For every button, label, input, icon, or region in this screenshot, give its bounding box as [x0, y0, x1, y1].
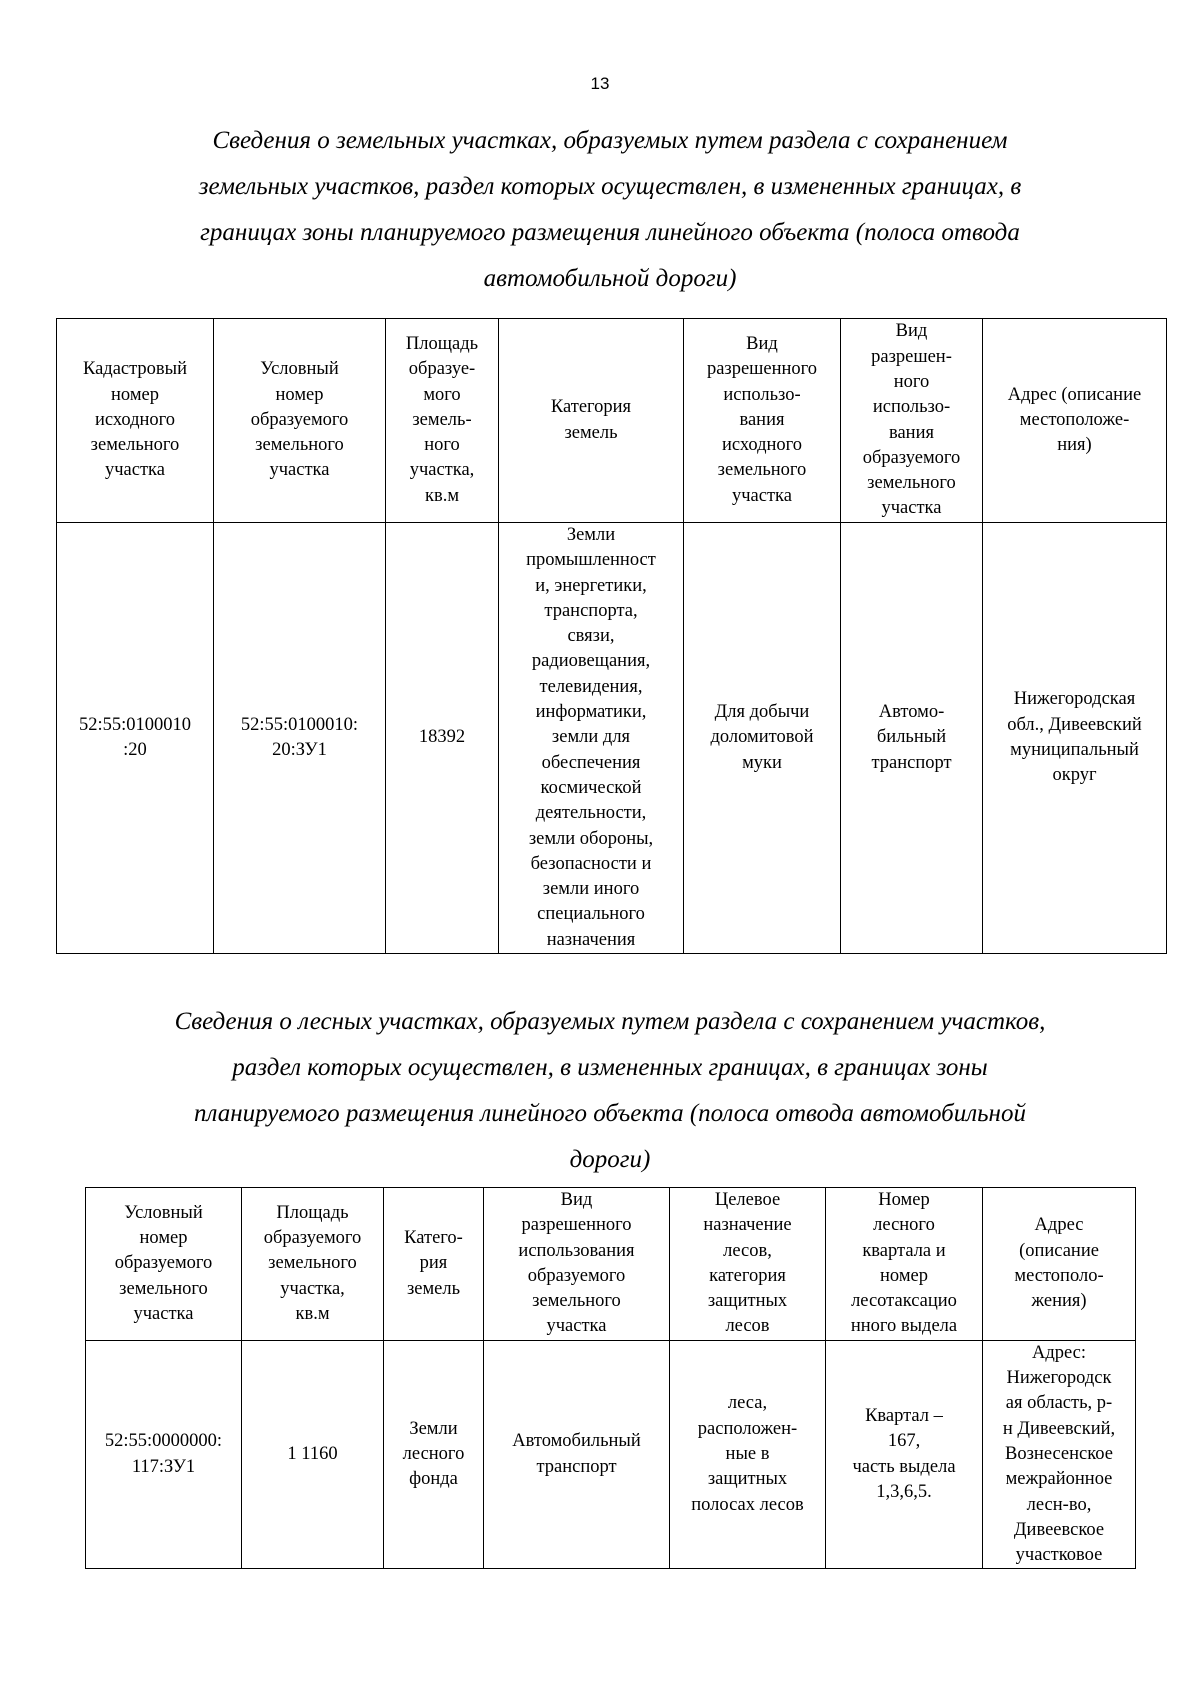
header-area: Площадь образуемого земельного участка, кв.м	[242, 1188, 384, 1341]
header-land-category: Категория земель	[499, 319, 684, 523]
section1-title	[60, 118, 1160, 302]
header-address: Адрес (описание местополо- жения)	[983, 1188, 1136, 1341]
header-permitted-use: Вид разрешенного использования образуемого земельного участка	[484, 1188, 670, 1341]
table-row	[57, 523, 1167, 954]
header-land-category: Катего- рия земель	[384, 1188, 484, 1341]
land-plots-table	[56, 318, 1167, 954]
header-area: Площадь образуе- мого земель- ного участка, кв.м	[386, 319, 499, 523]
forest-plots-table	[85, 1187, 1136, 1569]
header-address: Адрес (описание местоположе- ния)	[983, 319, 1167, 523]
cell-source-permitted-use: Для добычи доломитовой муки	[684, 523, 841, 954]
cell-cadastral-number: 52:55:0100010 :20	[57, 523, 214, 954]
header-conditional-number: Условный номер образуемого земельного участка	[86, 1188, 242, 1341]
cell-conditional-number: 52:55:0000000: 117:ЗУ1	[86, 1340, 242, 1569]
header-new-permitted-use: Вид разрешен- ного использо- вания образуемого земельного участка	[841, 319, 983, 523]
section2-title-line: Сведения о лесных участках, образуемых путем раздела с сохранением участков,	[174, 1008, 1046, 1035]
section1-title-line: Сведения о земельных участках, образуемых путем раздела с сохранением	[212, 127, 1008, 154]
header-quarter-number: Номер лесного квартала и номер лесотаксацио нного выдела	[826, 1188, 983, 1341]
header-cadastral-number: Кадастровый номер исходного земельного участка	[57, 319, 214, 523]
table-header-row	[57, 319, 1167, 523]
page-number: 13	[590, 74, 610, 93]
cell-permitted-use: Автомобильный транспорт	[484, 1340, 670, 1569]
cell-quarter-number: Квартал – 167, часть выдела 1,3,6,5.	[826, 1340, 983, 1569]
cell-forest-purpose: леса, расположен- ные в защитных полосах лесов	[670, 1340, 826, 1569]
section2-title-line: раздел которых осуществлен, в измененных границах, в границах зоны	[232, 1054, 988, 1081]
section2-title-line: дороги)	[569, 1146, 651, 1173]
section1-title-line: границах зоны планируемого размещения линейного объекта (полоса отвода	[200, 219, 1020, 246]
cell-address: Адрес: Нижегородск ая область, р- н Дивеевский, Вознесенское межрайонное лесн-во, Дивеевское участковое	[983, 1340, 1136, 1569]
cell-address: Нижегородская обл., Дивеевский муниципальный округ	[983, 523, 1167, 954]
section1-title-line: земельных участков, раздел которых осуществлен, в измененных границах, в	[198, 173, 1022, 200]
cell-area: 1 1160	[242, 1340, 384, 1569]
section1-title-line: автомобильной дороги)	[483, 265, 737, 292]
section2-title	[60, 999, 1160, 1183]
cell-conditional-number: 52:55:0100010: 20:ЗУ1	[214, 523, 386, 954]
header-forest-purpose: Целевое назначение лесов, категория защитных лесов	[670, 1188, 826, 1341]
section2-title-line: планируемого размещения линейного объекта (полоса отвода автомобильной	[194, 1100, 1026, 1127]
header-conditional-number: Условный номер образуемого земельного участка	[214, 319, 386, 523]
table-header-row	[86, 1188, 1136, 1341]
table-row	[86, 1340, 1136, 1569]
cell-area: 18392	[386, 523, 499, 954]
cell-land-category: Земли лесного фонда	[384, 1340, 484, 1569]
cell-new-permitted-use: Автомо- бильный транспорт	[841, 523, 983, 954]
cell-land-category: Земли промышленност и, энергетики, транспорта, связи, радиовещания, телевидения, информатики, земли для обеспечения космической деятельности, земли обороны, безопасности и земли иного специального назначения	[499, 523, 684, 954]
header-source-permitted-use: Вид разрешенного использо- вания исходного земельного участка	[684, 319, 841, 523]
